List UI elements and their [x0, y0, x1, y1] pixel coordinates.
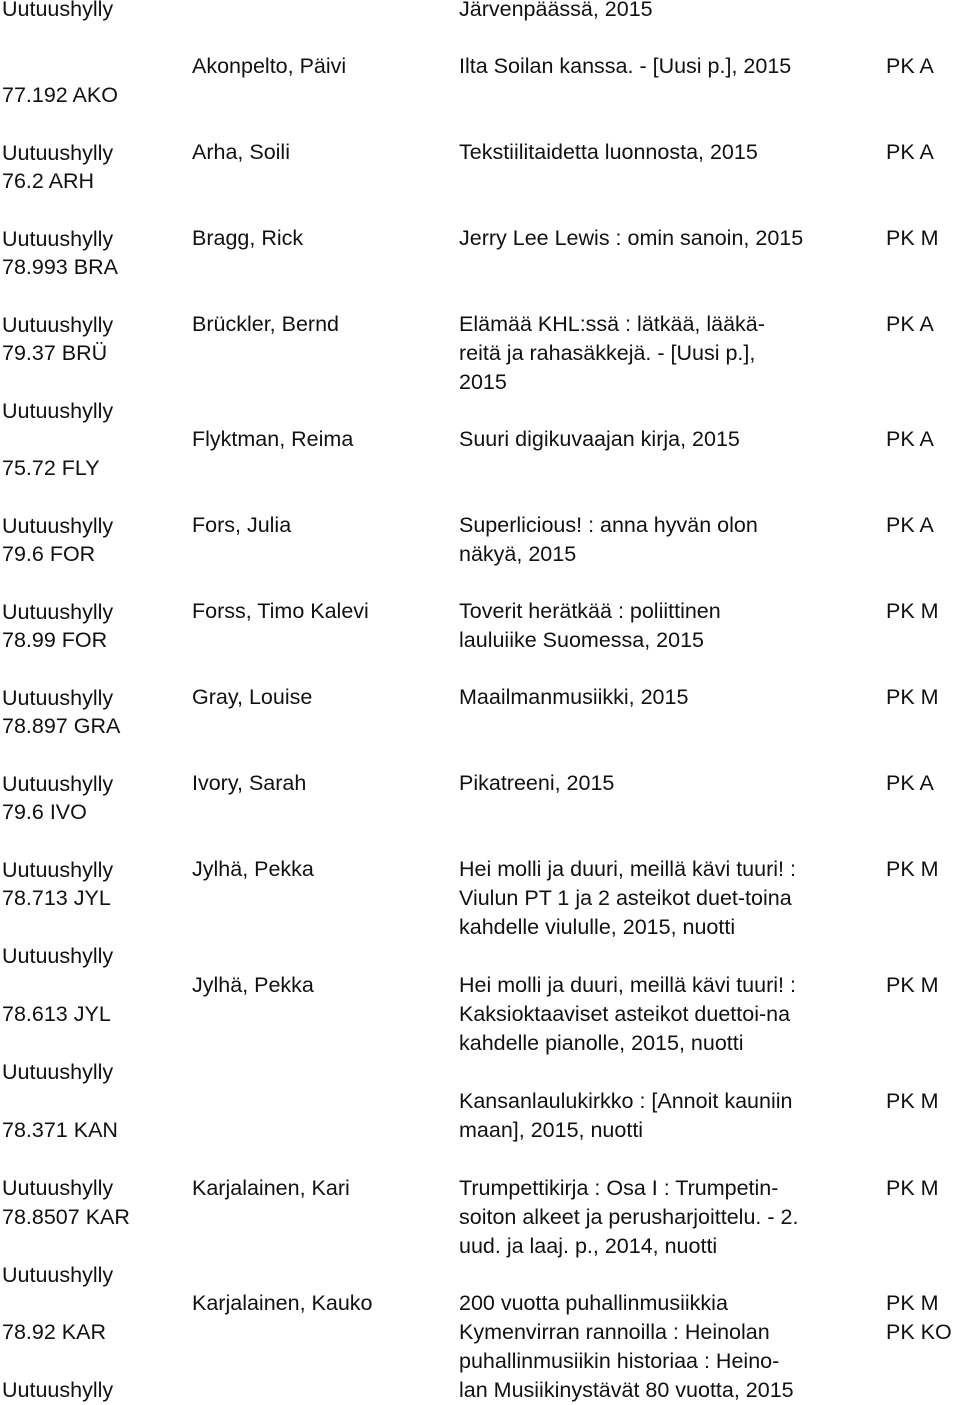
shelf-label: Uutuushylly — [2, 399, 114, 423]
call-number-text: 78.371 KAN — [2, 1118, 118, 1142]
location-code: PK A — [886, 312, 934, 336]
location-code: PK M — [886, 685, 939, 709]
shelf-label: Uutuushylly — [2, 686, 114, 710]
book-title: Pikatreeni, 2015 — [459, 771, 615, 795]
author-name: Flyktman, Reima — [192, 427, 354, 451]
book-title: Superlicious! : anna hyvän olon näkyä, 2015 — [459, 513, 758, 566]
call-number-text: 78.613 JYL — [2, 1002, 111, 1026]
shelf-label: Uutuushylly — [2, 313, 114, 337]
location-code: PK M PK KO — [886, 1291, 952, 1344]
shelf-label: Uutuushylly — [2, 1378, 114, 1402]
author-name: Gray, Louise — [192, 685, 313, 709]
call-number — [2, 855, 182, 971]
author-name: Akonpelto, Päivi — [192, 54, 347, 78]
book-title: Hei molli ja duuri, meillä kävi tuuri! : Viulun PT 1 ja 2 asteikot duet-toina kahdelle viululle, 2015, nuotti — [459, 857, 796, 939]
shelf-label: Uutuushylly — [2, 600, 114, 624]
call-number-text: 78.8507 KAR — [2, 1205, 130, 1229]
author-name: Bragg, Rick — [192, 226, 304, 250]
author-name: Karjalainen, Kauko — [192, 1291, 373, 1315]
author-name: Jylhä, Pekka — [192, 973, 314, 997]
book-title: 200 vuotta puhallinmusiikkia Kymenvirran rannoilla : Heinolan puhallinmusiikin historiaa : Heino- lan Musiikinystävät 80 vuotta, 2015 — [459, 1291, 794, 1402]
book-title: Elämää KHL:ssä : lätkää, lääkä- reitä ja rahasäkkejä. - [Uusi p.], 2015 — [459, 312, 765, 394]
shelf-label: Uutuushylly — [2, 0, 114, 21]
shelf-label: Uutuushylly — [2, 1176, 114, 1200]
shelf-label: Uutuushylly — [2, 944, 114, 968]
author-name: Jylhä, Pekka — [192, 857, 314, 881]
call-number-text: 75.72 FLY — [2, 456, 100, 480]
shelf-label: Uutuushylly — [2, 141, 114, 165]
shelf-label: Uutuushylly — [2, 1263, 114, 1287]
shelf-label: Uutuushylly — [2, 772, 114, 796]
book-title: Toverit herätkää : poliittinen lauluiike Suomessa, 2015 — [459, 599, 721, 652]
location-code: PK A — [886, 427, 934, 451]
author-name: Arha, Soili — [192, 140, 290, 164]
call-number — [2, 1174, 182, 1290]
location-code: PK M — [886, 1176, 939, 1200]
location-code: PK M — [886, 226, 939, 250]
shelf-label: Uutuushylly — [2, 227, 114, 251]
call-number-text: 78.897 GRA — [2, 714, 121, 738]
location-code: PK A — [886, 771, 934, 795]
location-code: PK M — [886, 1089, 939, 1113]
book-title: Jerry Lee Lewis : omin sanoin, 2015 — [459, 226, 804, 250]
call-number-text: 78.713 JYL — [2, 886, 111, 910]
author-name: Fors, Julia — [192, 513, 292, 537]
call-number-text: 78.993 BRA — [2, 255, 118, 279]
call-number-text: 79.37 BRÜ — [2, 341, 108, 365]
shelf-label: Uutuushylly — [2, 858, 114, 882]
book-title: Suuri digikuvaajan kirja, 2015 — [459, 427, 740, 451]
author-name: Forss, Timo Kalevi — [192, 599, 369, 623]
book-title: Trumpettikirja : Osa I : Trumpetin- soiton alkeet ja perusharjoittelu. - 2. uud. ja laaj. p., 2014, nuotti — [459, 1176, 799, 1258]
call-number-text: 79.6 FOR — [2, 542, 96, 566]
author-name: Brückler, Bernd — [192, 312, 339, 336]
book-title: Kansanlaulukirkko : [Annoit kauniin maan], 2015, nuotti — [459, 1089, 793, 1142]
call-number — [2, 310, 182, 426]
call-number-text: 79.6 IVO — [2, 800, 87, 824]
book-title: Järvenpäässä, 2015 — [459, 0, 653, 21]
shelf-label: Uutuushylly — [2, 1060, 114, 1084]
call-number — [2, 971, 182, 1087]
location-code: PK A — [886, 140, 934, 164]
call-number-text: 77.192 AKO — [2, 83, 118, 107]
call-number-text: 76.2 ARH — [2, 169, 95, 193]
book-title: Ilta Soilan kanssa. - [Uusi p.], 2015 — [459, 54, 792, 78]
author-name: Ivory, Sarah — [192, 771, 307, 795]
author-name: Karjalainen, Kari — [192, 1176, 350, 1200]
location-code: PK A — [886, 513, 934, 537]
location-code: PK M — [886, 857, 939, 881]
location-code: PK M — [886, 599, 939, 623]
call-number-text: 78.99 FOR — [2, 628, 108, 652]
location-code: PK A — [886, 54, 934, 78]
call-number — [2, 1289, 182, 1405]
book-title: Hei molli ja duuri, meillä kävi tuuri! : Kaksioktaaviset asteikot duettoi-na kahdelle pianolle, 2015, nuotti — [459, 973, 796, 1055]
book-title: Tekstiilitaidetta luonnosta, 2015 — [459, 140, 758, 164]
shelf-label: Uutuushylly — [2, 514, 114, 538]
location-code: PK M — [886, 973, 939, 997]
call-number-text: 78.92 KAR — [2, 1320, 106, 1344]
book-title: Maailmanmusiikki, 2015 — [459, 685, 689, 709]
